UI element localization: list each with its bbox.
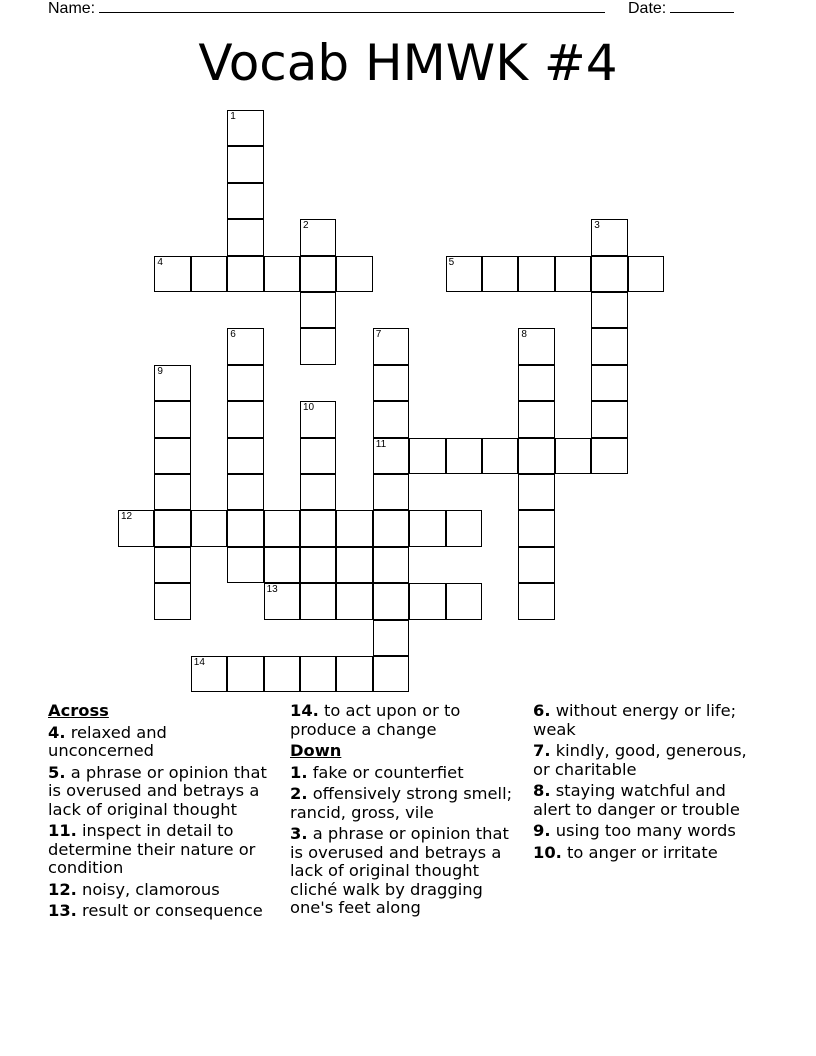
crossword-cell[interactable]	[518, 547, 554, 583]
clue-number: 2	[303, 220, 309, 232]
crossword-cell[interactable]	[227, 656, 263, 692]
crossword-cell[interactable]	[154, 474, 190, 510]
page-title: Vocab HMWK #4	[198, 34, 618, 92]
crossword-cell[interactable]	[300, 292, 336, 328]
clue-down-1: 1. fake or counterfiet	[290, 762, 464, 782]
crossword-cell[interactable]	[446, 256, 482, 292]
crossword-cell[interactable]	[409, 583, 445, 619]
crossword-cell[interactable]	[336, 547, 372, 583]
crossword-cell[interactable]	[591, 256, 627, 292]
crossword-cell[interactable]	[154, 510, 190, 546]
clue-number: 5	[448, 256, 455, 268]
crossword-cell[interactable]	[518, 474, 554, 510]
down-heading: Down	[290, 741, 342, 760]
clue-across-13: 13. result or consequence	[48, 901, 263, 920]
crossword-cell[interactable]	[518, 438, 554, 474]
date-label: Date:	[628, 0, 667, 17]
clue-number: 10	[303, 402, 315, 414]
clue-number: 14	[193, 657, 205, 668]
name-label: Name:	[48, 0, 96, 17]
crossword-cell[interactable]	[154, 365, 190, 401]
crossword-cell[interactable]	[300, 583, 336, 619]
crossword-cell[interactable]	[518, 510, 554, 546]
crossword-cell[interactable]	[373, 474, 409, 510]
crossword-cell[interactable]	[264, 510, 300, 546]
crossword-cell[interactable]	[373, 620, 409, 656]
clue-down-7: 7. kindly, good, generous, or charitable	[533, 741, 747, 779]
clue-number: 1	[230, 111, 236, 122]
crossword-cell[interactable]	[227, 510, 263, 546]
crossword-cell[interactable]	[555, 438, 591, 474]
crossword-cell[interactable]	[227, 438, 263, 474]
crossword-cell[interactable]	[591, 292, 627, 328]
crossword-cell[interactable]	[482, 256, 518, 292]
crossword-cell[interactable]	[373, 547, 409, 583]
crossword-cell[interactable]	[409, 510, 445, 546]
crossword-cell[interactable]	[227, 365, 263, 401]
crossword-cell[interactable]	[154, 583, 190, 619]
clue-number: 4	[157, 256, 163, 268]
crossword-cell[interactable]	[373, 328, 409, 364]
crossword-cell[interactable]	[227, 328, 263, 364]
crossword-cell[interactable]	[373, 656, 409, 692]
crossword-cell[interactable]	[300, 656, 336, 692]
crossword-cell[interactable]	[591, 219, 627, 255]
crossword-cell[interactable]	[336, 510, 372, 546]
crossword-cell[interactable]	[555, 256, 591, 292]
crossword-cell[interactable]	[518, 583, 554, 619]
clue-number: 6	[230, 329, 236, 341]
crossword-cell[interactable]	[227, 256, 263, 292]
crossword-cell[interactable]	[336, 256, 372, 292]
clues-column-2	[290, 702, 520, 921]
crossword-cell[interactable]	[373, 583, 409, 619]
crossword-cell[interactable]	[227, 110, 263, 146]
crossword-cell[interactable]	[227, 146, 263, 182]
crossword-cell[interactable]	[264, 256, 300, 292]
clue-down-6: 6. without energy or life; weak	[533, 701, 737, 739]
crossword-cell[interactable]	[300, 510, 336, 546]
crossword-cell[interactable]	[227, 401, 263, 437]
clue-down-2: 2. offensively strong smell; rancid, gross, vile	[290, 784, 513, 822]
crossword-cell[interactable]	[373, 401, 409, 437]
crossword-cell[interactable]	[191, 656, 227, 692]
crossword-cell[interactable]	[300, 438, 336, 474]
across-heading: Across	[48, 701, 109, 720]
crossword-cell[interactable]	[300, 256, 336, 292]
crossword-cell[interactable]	[300, 474, 336, 510]
crossword-cell[interactable]	[373, 510, 409, 546]
crossword-cell[interactable]	[482, 438, 518, 474]
clues-column-3	[533, 702, 768, 865]
crossword-cell[interactable]	[300, 547, 336, 583]
crossword-cell[interactable]	[154, 547, 190, 583]
clue-number: 3	[594, 220, 600, 232]
crossword-cell[interactable]	[446, 510, 482, 546]
crossword-cell[interactable]	[191, 256, 227, 292]
crossword-cell[interactable]	[264, 656, 300, 692]
crossword-cell[interactable]	[446, 438, 482, 474]
crossword-cell[interactable]	[518, 401, 554, 437]
crossword-cell[interactable]	[591, 365, 627, 401]
crossword-cell[interactable]	[154, 438, 190, 474]
crossword-cell[interactable]	[264, 583, 300, 619]
crossword-cell[interactable]	[628, 256, 664, 292]
crossword-cell[interactable]	[154, 256, 190, 292]
clue-number: 7	[375, 329, 382, 341]
clue-down-3: 3. a phrase or opinion that is overused and betrays a lack of original thought cliché walk by dragging one's feet along	[290, 824, 509, 917]
crossword-cell[interactable]	[191, 510, 227, 546]
crossword-cell[interactable]	[518, 256, 554, 292]
crossword-cell[interactable]	[373, 438, 409, 474]
crossword-cell[interactable]	[227, 219, 263, 255]
crossword-cell[interactable]	[300, 219, 336, 255]
crossword-cell[interactable]	[264, 547, 300, 583]
crossword-cell[interactable]	[446, 583, 482, 619]
crossword-cell[interactable]	[518, 328, 554, 364]
crossword-cell[interactable]	[591, 438, 627, 474]
clue-number: 9	[157, 365, 163, 377]
clue-down-10: 10. to anger or irritate	[533, 842, 718, 862]
crossword-cell[interactable]	[227, 474, 263, 510]
clue-across-12: 12. noisy, clamorous	[48, 879, 220, 899]
crossword-cell[interactable]	[300, 328, 336, 364]
clue-number: 12	[121, 511, 133, 523]
crossword-cell[interactable]	[336, 656, 372, 692]
crossword-cell[interactable]	[336, 583, 372, 619]
clue-across-11: 11. inspect in detail to determine their nature or condition	[48, 821, 256, 877]
clue-across-4: 4. relaxed and unconcerned	[48, 722, 167, 760]
crossword-cell[interactable]	[591, 328, 627, 364]
crossword-cell[interactable]	[300, 401, 336, 437]
clue-down-9: 9. using too many words	[533, 821, 736, 840]
crossword-cell[interactable]	[118, 510, 154, 546]
crossword-cell[interactable]	[227, 183, 263, 219]
crossword-cell[interactable]	[518, 365, 554, 401]
clue-number: 13	[266, 584, 278, 596]
clue-number: 8	[521, 329, 527, 341]
clue-across-5: 5. a phrase or opinion that is overused and betrays a lack of original thought	[48, 762, 267, 819]
crossword-cell[interactable]	[373, 365, 409, 401]
clue-number: 11	[375, 438, 387, 450]
clue-down-8: 8. staying watchful and alert to danger or trouble	[533, 781, 740, 819]
crossword-cell[interactable]	[154, 401, 190, 437]
clues-column-1	[48, 702, 276, 924]
clue-across-14: 14. to act upon or to produce a change	[290, 701, 461, 739]
crossword-cell[interactable]	[227, 547, 263, 583]
crossword-cell[interactable]	[591, 401, 627, 437]
crossword-cell[interactable]	[409, 438, 445, 474]
